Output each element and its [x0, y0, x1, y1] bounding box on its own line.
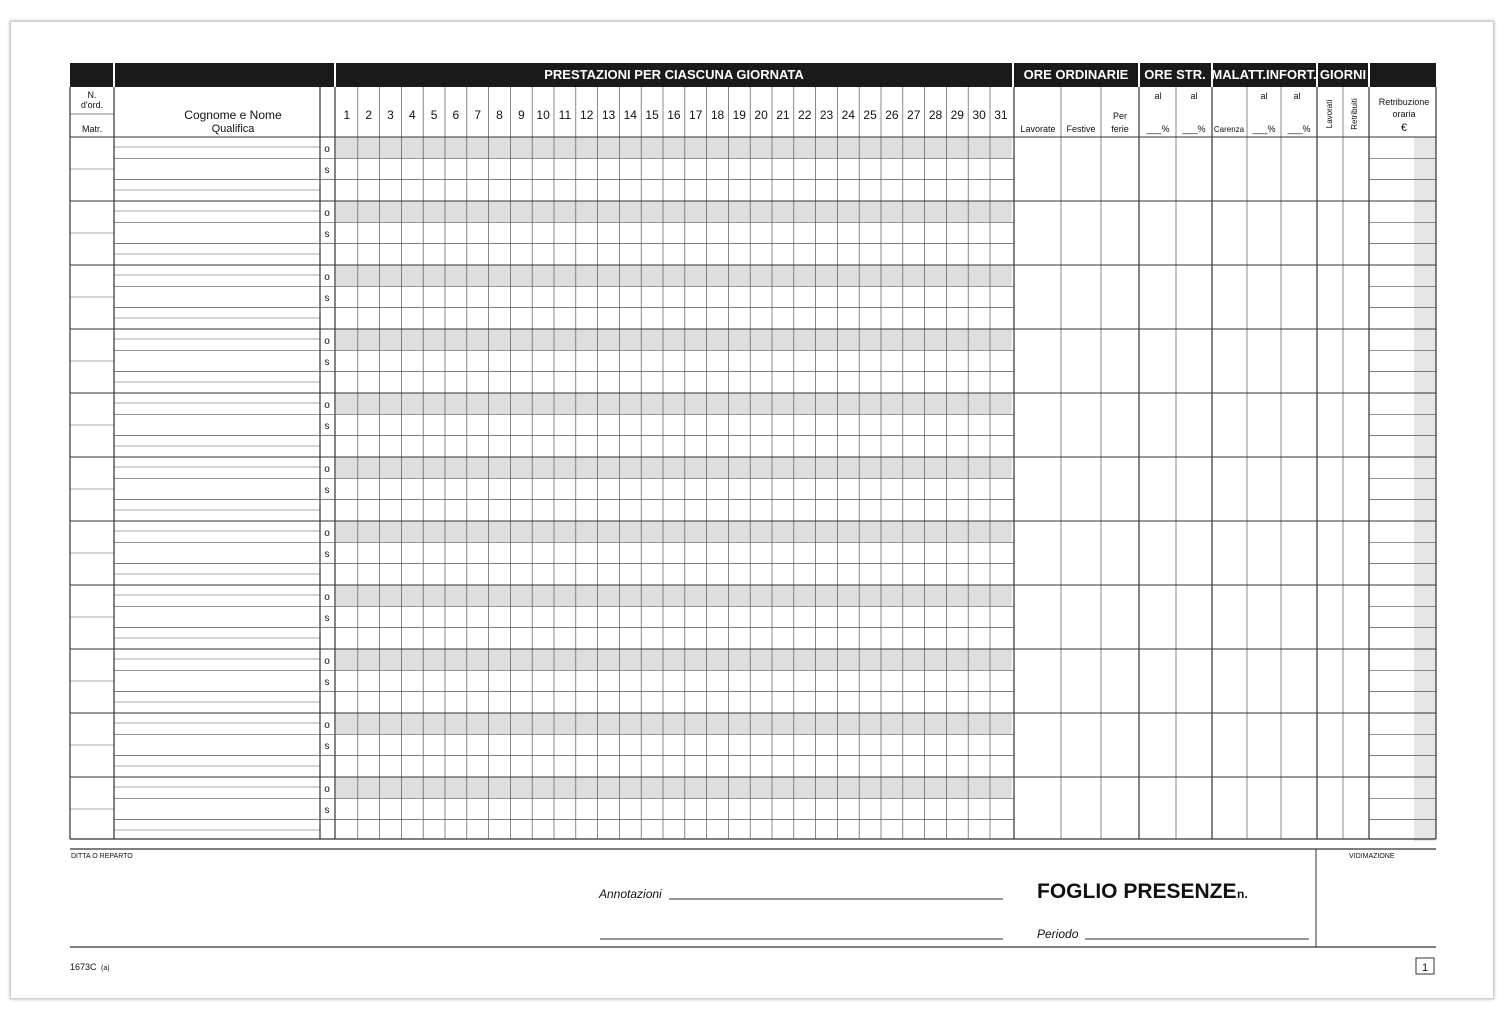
giorni-title: GIORNI: [1319, 67, 1367, 82]
foglio-presenze-title: FOGLIO PRESENZE: [1037, 880, 1237, 903]
vidimazione-label: VIDIMAZIONE: [1349, 853, 1395, 860]
cognome-nome-label: Cognome e Nome: [184, 108, 282, 122]
retribuzione-shade: [1414, 137, 1436, 201]
o-s-markers: [324, 144, 330, 816]
header-band: [70, 63, 1436, 87]
day-label: 20: [754, 108, 768, 122]
foglio-presenze-n: n.: [1237, 887, 1248, 901]
retribuzione-shade: [1414, 521, 1436, 585]
form-code: 1673C: [70, 962, 97, 972]
retribuzione-shade: [1414, 265, 1436, 329]
o-marker: o: [324, 336, 330, 347]
o-marker: o: [324, 656, 330, 667]
day-label: 11: [558, 108, 572, 122]
ditta-reparto-label: DITTA O REPARTO: [71, 853, 133, 860]
day-label: 10: [536, 108, 550, 122]
mal-al-1: al: [1260, 91, 1268, 101]
s-marker: s: [324, 805, 330, 816]
malatt-infort-title: MALATT.INFORT.: [1211, 67, 1317, 82]
lavorate-label: Lavorate: [1020, 124, 1056, 134]
shaded-o-row: [336, 329, 1012, 350]
o-marker: o: [324, 592, 330, 603]
day-label: 1: [343, 108, 351, 122]
day-label: 21: [776, 108, 790, 122]
day-label: 6: [452, 108, 460, 122]
ore-str-al-1: al: [1154, 91, 1162, 101]
day-label: 13: [601, 108, 616, 122]
s-marker: s: [324, 677, 330, 688]
s-marker: s: [324, 741, 330, 752]
shaded-o-row: [336, 713, 1012, 734]
day-label: 22: [798, 108, 812, 122]
o-marker: o: [324, 528, 330, 539]
day-label: 18: [710, 108, 725, 122]
day-label: 16: [667, 108, 681, 122]
o-marker: o: [324, 144, 330, 155]
festive-label: Festive: [1066, 124, 1096, 134]
day-label: 30: [972, 108, 986, 122]
s-marker: s: [324, 229, 330, 240]
column-headers: [81, 90, 1429, 135]
retribuzione-shade: [1414, 457, 1436, 521]
day-label: 24: [841, 108, 855, 122]
day-label: 15: [645, 108, 659, 122]
s-marker: s: [324, 549, 330, 560]
retribuzione-shade: [1414, 329, 1436, 393]
giorni-lavorati-label: Lavorati: [1325, 99, 1334, 129]
ore-str-pct-1: ___%: [1146, 124, 1170, 134]
shaded-o-row: [336, 393, 1012, 414]
retribuzione-euro-label: €: [1400, 122, 1408, 134]
shaded-o-row: [336, 649, 1012, 670]
day-label: 4: [408, 108, 416, 122]
day-label: 26: [885, 108, 899, 122]
s-marker: s: [324, 421, 330, 432]
day-label: 17: [689, 108, 703, 122]
day-label: 7: [474, 108, 482, 122]
day-label: 23: [819, 108, 834, 122]
annotazioni-label: Annotazioni: [599, 887, 662, 901]
day-label: 14: [623, 108, 637, 122]
shaded-o-row: [336, 521, 1012, 542]
retribuzione-shade: [1414, 201, 1436, 265]
s-marker: s: [324, 485, 330, 496]
mal-pct-2: ___%: [1287, 124, 1311, 134]
shaded-o-row: [336, 265, 1012, 286]
retribuzione-shade: [1414, 777, 1436, 841]
retribuzione-oraria-label: oraria: [1392, 109, 1416, 119]
o-marker: o: [324, 464, 330, 475]
day-label: 2: [365, 108, 373, 122]
day-label: 28: [928, 108, 943, 122]
o-marker: o: [324, 400, 330, 411]
retribuzione-label: Retribuzione: [1378, 97, 1430, 107]
n-ord-label-2: d'ord.: [80, 100, 104, 110]
day-label: 27: [907, 108, 921, 122]
o-marker: o: [324, 208, 330, 219]
s-marker: s: [324, 165, 330, 176]
page-number: 1: [1421, 962, 1429, 974]
day-label: 8: [496, 108, 503, 122]
retribuzione-shade: [1414, 713, 1436, 777]
shaded-o-row: [336, 137, 1012, 158]
mal-pct-1: ___%: [1252, 124, 1276, 134]
shaded-o-row: [336, 457, 1012, 478]
band-title: PRESTAZIONI PER CIASCUNA GIORNATA: [544, 67, 804, 82]
header-band-nord: [70, 63, 113, 87]
header-band-retrib: [1370, 63, 1436, 87]
ore-str-al-2: al: [1190, 91, 1198, 101]
o-marker: o: [324, 272, 330, 283]
shaded-o-row: [336, 777, 1012, 798]
giorni-retribuiti-label: Retribuiti: [1350, 98, 1359, 130]
ore-ordinarie-title: ORE ORDINARIE: [1023, 67, 1129, 82]
o-marker: o: [324, 720, 330, 731]
shaded-o-rows: [336, 137, 1436, 841]
day-label: 19: [732, 108, 746, 122]
matr-label: Matr.: [81, 124, 103, 134]
day-label: 12: [580, 108, 594, 122]
retribuzione-shade: [1414, 649, 1436, 713]
form-sheet: [10, 21, 1494, 999]
o-marker: o: [324, 784, 330, 795]
day-label: 3: [387, 108, 394, 122]
qualifica-label: Qualifica: [211, 123, 255, 135]
day-label: 31: [994, 108, 1008, 122]
retribuzione-shade: [1414, 585, 1436, 649]
day-label: 25: [863, 108, 877, 122]
ore-str-pct-2: ___%: [1182, 124, 1206, 134]
ore-str-title: ORE STR.: [1144, 67, 1206, 82]
attendance-form: [11, 22, 1495, 1000]
per-ferie-label: Per: [1112, 111, 1128, 121]
header-band-name: [115, 63, 334, 87]
s-marker: s: [324, 293, 330, 304]
day-number-labels: [344, 108, 1008, 122]
day-label: 9: [517, 108, 525, 122]
s-marker: s: [324, 357, 330, 368]
periodo-label: Periodo: [1037, 927, 1079, 941]
day-label: 29: [950, 108, 964, 122]
shaded-o-row: [336, 585, 1012, 606]
form-code-suffix: (a): [101, 965, 110, 972]
shaded-o-row: [336, 201, 1012, 222]
retribuzione-shade: [1414, 393, 1436, 457]
mal-al-2: al: [1293, 91, 1301, 101]
day-label: 5: [430, 108, 438, 122]
per-ferie-label-2: ferie: [1111, 124, 1129, 134]
n-ord-label: N.: [87, 90, 97, 100]
carenza-label: Carenza: [1213, 125, 1245, 134]
s-marker: s: [324, 613, 330, 624]
footer: [70, 849, 1436, 974]
